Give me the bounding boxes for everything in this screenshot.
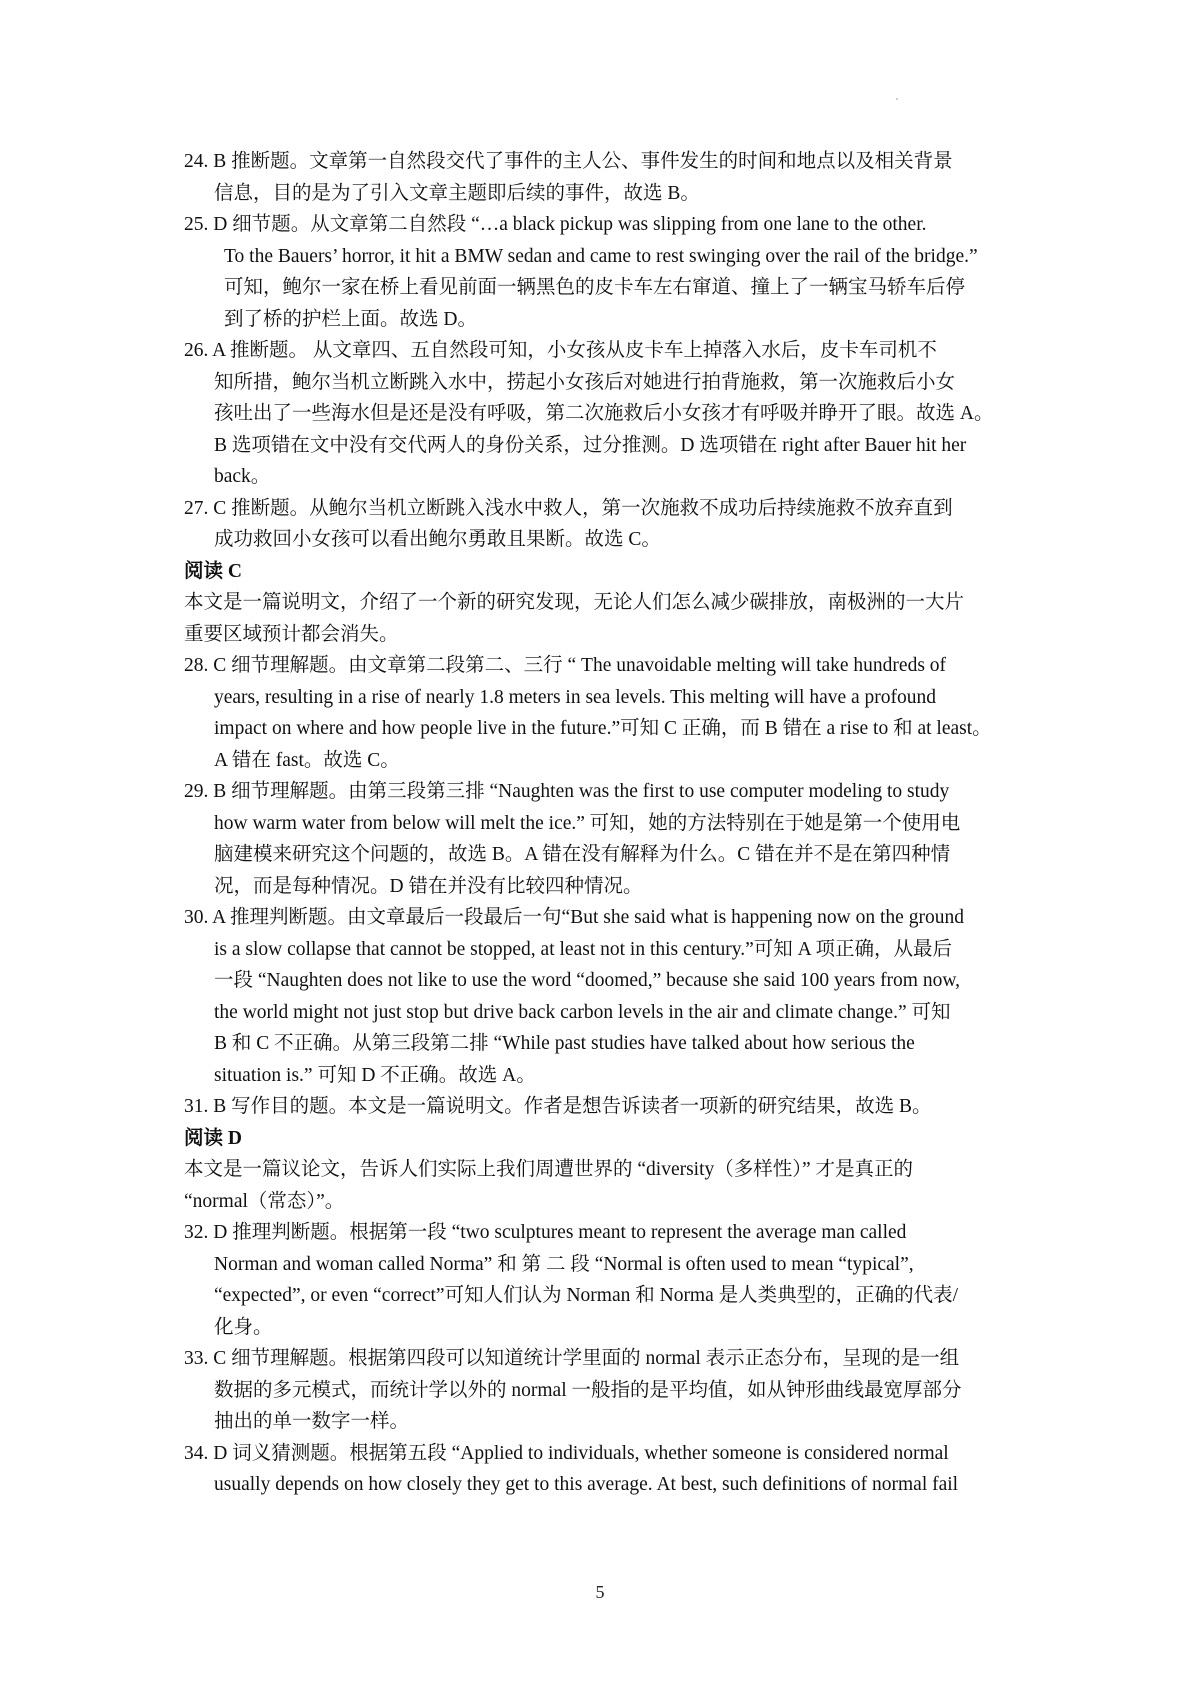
text-line: 脑建模来研究这个问题的，故选 B。A 错在没有解释为什么。C 错在并不是在第四种情 xyxy=(214,844,951,865)
answer-item-32 xyxy=(184,1217,1024,1343)
text-line: 到了桥的护栏上面。故选 D。 xyxy=(224,308,477,330)
section-intro-line: “normal（常态）”。 xyxy=(184,1190,345,1212)
answer-item-31 xyxy=(184,1091,1024,1123)
answer-item-29 xyxy=(184,776,1024,902)
answer-item-24 xyxy=(184,146,1024,209)
text-line: back。 xyxy=(214,466,271,487)
answer-content xyxy=(184,146,1024,1501)
text-line: impact on where and how people live in the future.”可知 C 正确，而 B 错在 a rise to 和 at least。 xyxy=(214,718,992,739)
text-line: situation is.” 可知 D 不正确。故选 A。 xyxy=(214,1064,536,1086)
answer-item-25 xyxy=(184,209,1024,335)
answer-item-34 xyxy=(184,1438,1024,1501)
text-line: years, resulting in a rise of nearly 1.8 meters in sea levels. This melting will have a profound xyxy=(214,686,937,708)
page-number: 5 xyxy=(595,1582,605,1602)
text-line: “expected”, or even “correct”可知人们认为 Norman 和 Norma 是人类典型的，正确的代表/ xyxy=(214,1285,959,1306)
text-line: 33. C 细节理解题。根据第四段可以知道统计学里面的 normal 表示正态分布，呈现的是一组 xyxy=(184,1348,960,1369)
answer-item-28 xyxy=(184,650,1024,776)
text-line: 孩吐出了一些海水但是还是没有呼吸，第二次施救后小女孩才有呼吸并睁开了眼。故选 A。 xyxy=(214,403,994,424)
text-line: 32. D 推理判断题。根据第一段 “two sculptures meant to represent the average man called xyxy=(184,1222,907,1243)
text-line: the world might not just stop but drive back carbon levels in the air and climate change.” 可知 xyxy=(214,1001,951,1023)
text-line: 24. B 推断题。文章第一自然段交代了事件的主人公、事件发生的时间和地点以及相关背景 xyxy=(184,151,953,172)
text-line: 29. B 细节理解题。由第三段第三排 “Naughten was the first to use computer modeling to study xyxy=(184,781,950,802)
text-line: 27. C 推断题。从鲍尔当机立断跳入浅水中救人，第一次施救不成功后持续施救不放弃直到 xyxy=(184,497,953,519)
text-line: 况，而是每种情况。D 错在并没有比较四种情况。 xyxy=(214,875,643,897)
section-intro-line: 本文是一篇议论文，告诉人们实际上我们周遭世界的 “diversity（多样性）” 才是真正的 xyxy=(184,1159,914,1180)
text-line: 34. D 词义猜测题。根据第五段 “Applied to individuals, whether someone is considered normal xyxy=(184,1442,949,1464)
section-intro-line: 重要区域预计都会消失。 xyxy=(184,623,399,645)
text-line: 可知，鲍尔一家在桥上看见前面一辆黑色的皮卡车左右窜道、撞上了一辆宝马轿车后停 xyxy=(224,277,966,298)
text-line: 30. A 推理判断题。由文章最后一段最后一句“But she said what is happening now on the ground xyxy=(184,907,964,928)
text-line: 化身。 xyxy=(214,1316,273,1338)
text-line: B 选项错在文中没有交代两人的身份关系，过分推测。D 选项错在 right after Bauer hit her xyxy=(214,434,967,456)
text-line: 28. C 细节理解题。由文章第二段第二、三行 “ The unavoidable melting will take hundreds of xyxy=(184,655,947,676)
text-line: 31. B 写作目的题。本文是一篇说明文。作者是想告诉读者一项新的研究结果，故选 B。 xyxy=(184,1096,932,1117)
text-line: 成功救回小女孩可以看出鲍尔勇敢且果断。故选 C。 xyxy=(214,529,661,550)
text-line: 信息，目的是为了引入文章主题即后续的事件，故选 B。 xyxy=(214,182,700,204)
section-intro-line: 本文是一篇说明文，介绍了一个新的研究发现，无论人们怎么减少碳排放，南极洲的一大片 xyxy=(184,592,965,613)
text-line: 26. A 推断题。 从文章四、五自然段可知，小女孩从皮卡车上掉落入水后，皮卡车司机不 xyxy=(184,340,937,361)
answer-item-30 xyxy=(184,902,1024,1091)
section-heading-c: 阅读 C xyxy=(184,560,242,582)
text-line: usually depends on how closely they get to this average. At best, such definitions of normal fail xyxy=(214,1474,959,1495)
text-line: B 和 C 不正确。从第三段第二排 “While past studies have talked about how serious the xyxy=(214,1033,915,1054)
text-line: 一段 “Naughten does not like to use the word “doomed,” because she said 100 years from now, xyxy=(214,970,961,991)
text-line: 25. D 细节题。从文章第二自然段 “…a black pickup was slipping from one lane to the other. xyxy=(184,214,927,235)
section-heading-d: 阅读 D xyxy=(184,1127,242,1149)
text-line: A 错在 fast。故选 C。 xyxy=(214,749,400,771)
answer-item-33 xyxy=(184,1343,1024,1438)
answer-item-26 xyxy=(184,335,1024,493)
text-line: 知所措，鲍尔当机立断跳入水中，捞起小女孩后对她进行拍背施救，第一次施救后小女 xyxy=(214,371,956,393)
text-line: is a slow collapse that cannot be stopped, at least not in this century.”可知 A 项正确，从最后 xyxy=(214,938,952,960)
text-line: Norman and woman called Norma” 和 第 二 段 “Normal is often used to mean “typical”, xyxy=(214,1253,914,1275)
text-line: 数据的多元模式，而统计学以外的 normal 一般指的是平均值，如从钟形曲线最宽厚部分 xyxy=(214,1379,962,1401)
answer-item-27 xyxy=(184,493,1024,556)
text-line: 抽出的单一数字一样。 xyxy=(214,1411,410,1432)
text-line: To the Bauers’ horror, it hit a BMW sedan and came to rest swinging over the rail of the bridge.” xyxy=(224,245,978,267)
text-line: how warm water from below will melt the ice.” 可知，她的方法特别在于她是第一个使用电 xyxy=(214,812,961,834)
scan-dot xyxy=(896,98,898,100)
